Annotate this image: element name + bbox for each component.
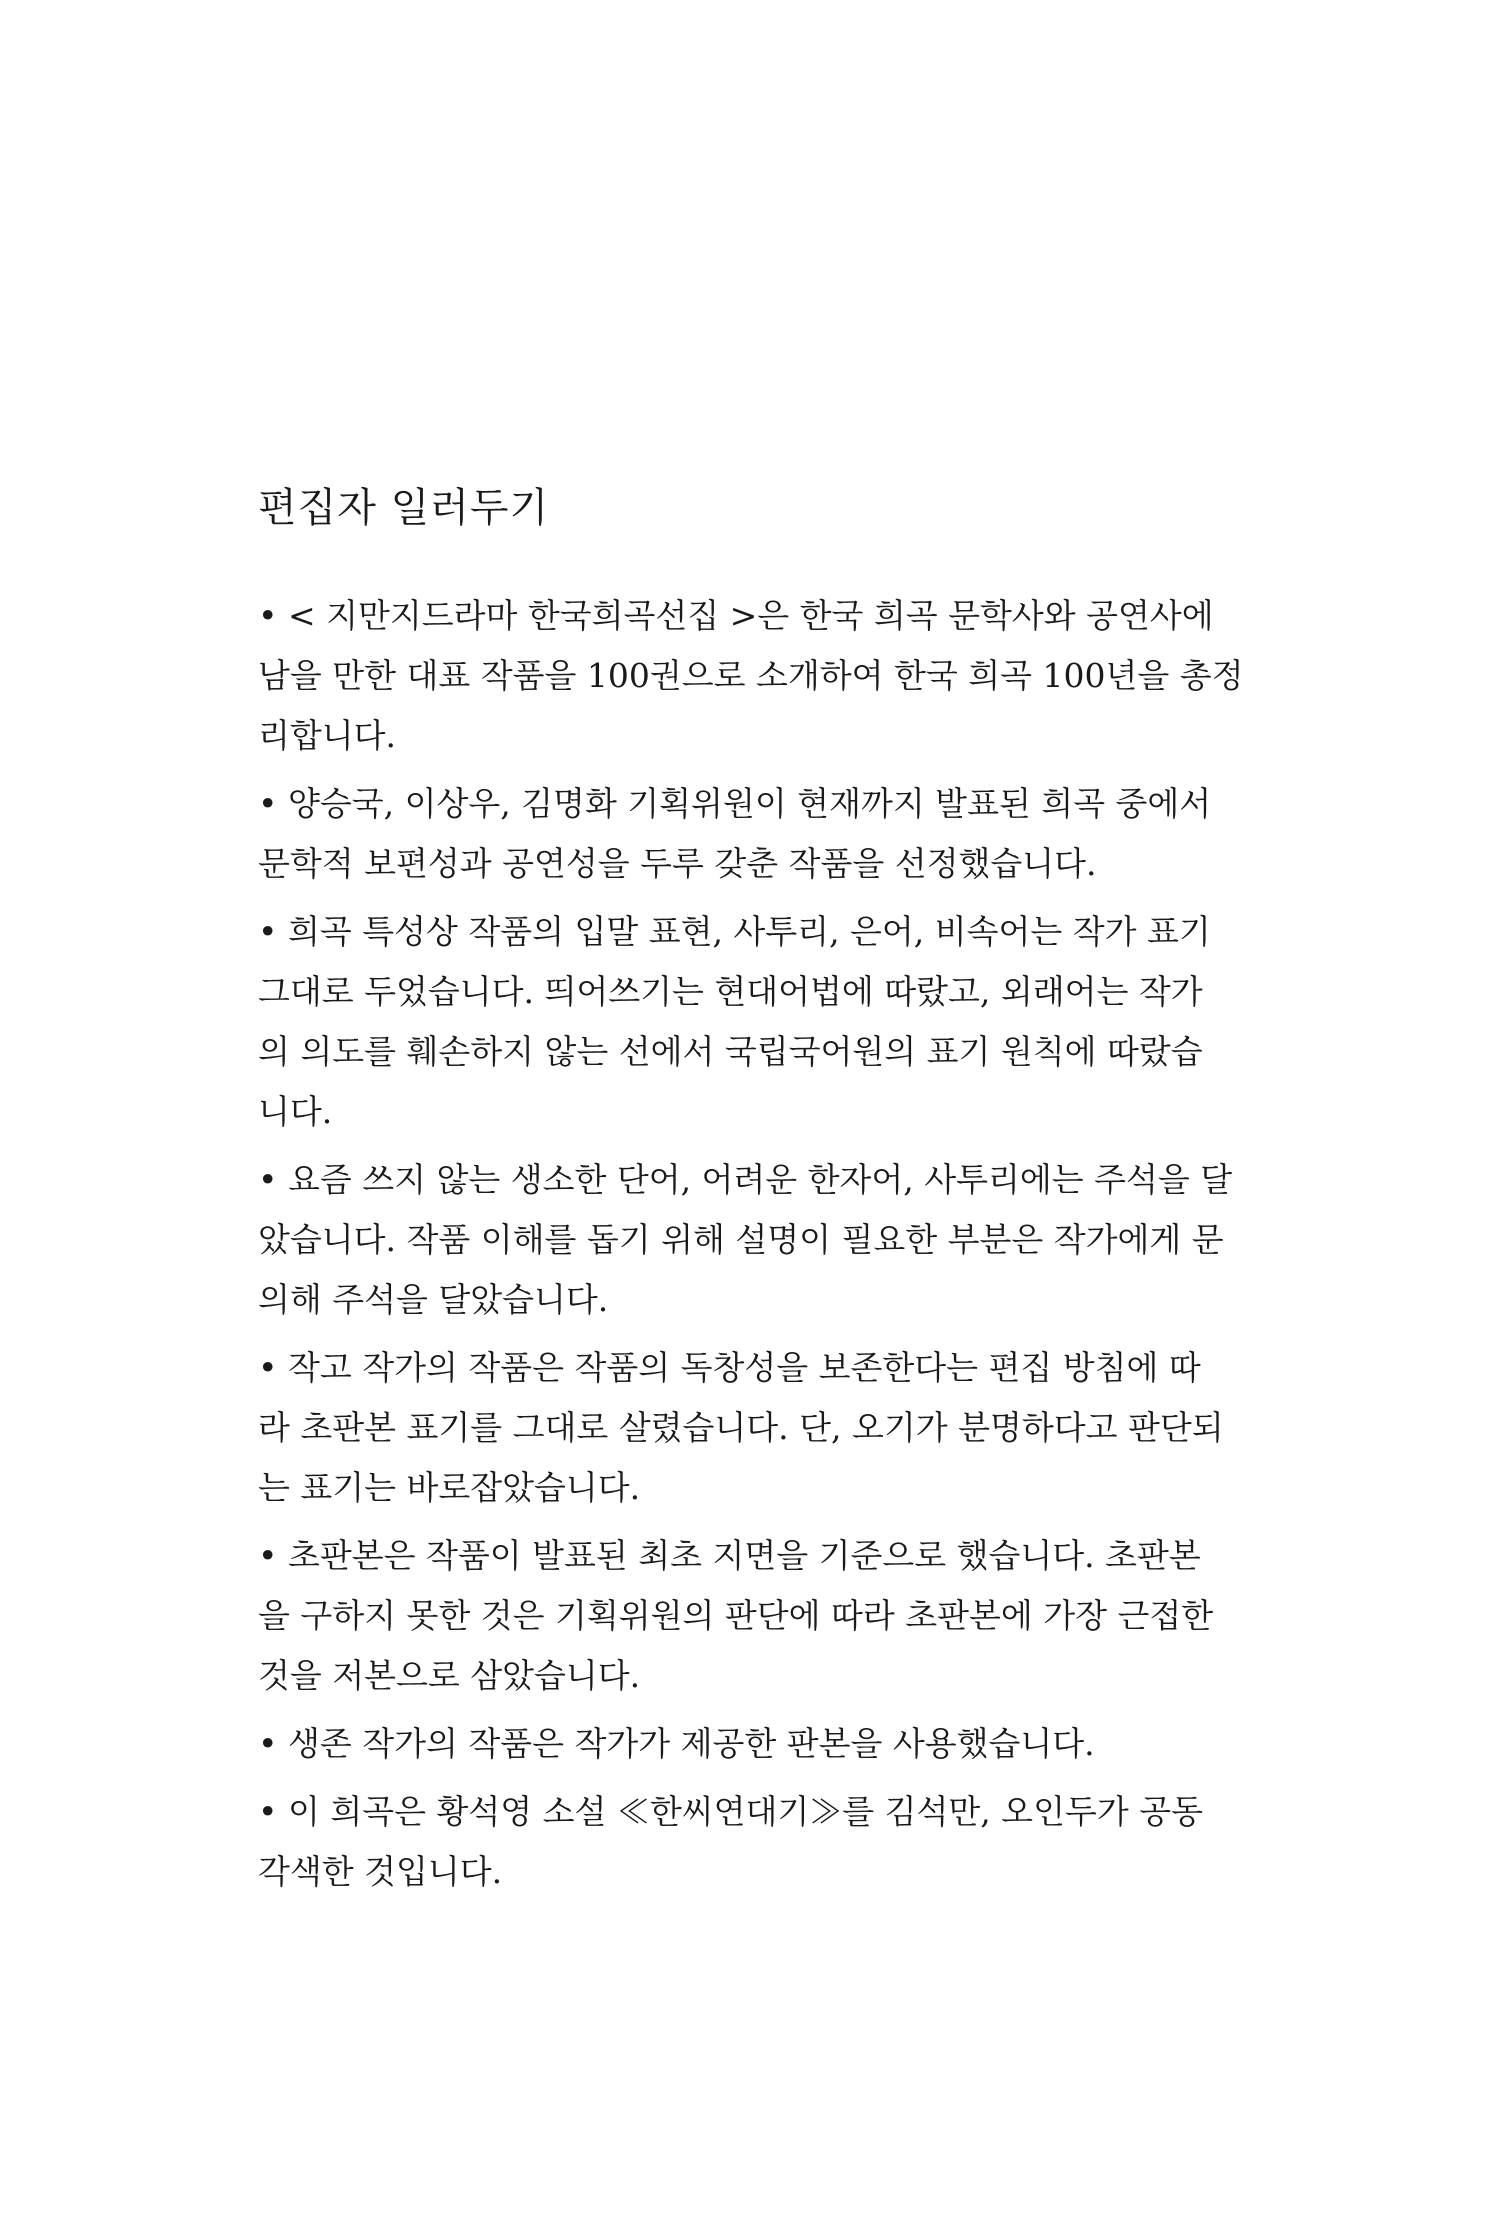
note-line: 니다. <box>258 1092 333 1131</box>
note-line: 의해 주석을 달았습니다. <box>258 1280 609 1319</box>
note-line: 것을 저본으로 삼았습니다. <box>258 1656 641 1695</box>
note-item <box>258 586 1244 766</box>
note-line: 문학적 보편성과 공연성을 두루 갖춘 작품을 선정했습니다. <box>258 844 1097 883</box>
note-item <box>258 902 1211 1142</box>
page-title: 편집자 일러두기 <box>258 485 550 531</box>
note-line: • 양승국, 이상우, 김명화 기획위원이 현재까지 발표된 희곡 중에서 <box>258 784 1212 823</box>
note-line: 남을 만한 대표 작품을 100권으로 소개하여 한국 희곡 100년을 총정 <box>258 656 1244 695</box>
note-item <box>258 1338 1224 1518</box>
editor-notes-list <box>258 586 1244 1910</box>
note-line: • < 지만지드라마 한국희곡선집 >은 한국 희곡 문학사와 공연사에 <box>258 596 1214 635</box>
note-line: 을 구하지 못한 것은 기획위원의 판단에 따라 초판본에 가장 근접한 <box>258 1596 1214 1635</box>
note-line: • 작고 작가의 작품은 작품의 독창성을 보존한다는 편집 방침에 따 <box>258 1348 1201 1387</box>
note-item <box>258 1782 1203 1902</box>
note-line: 각색한 것입니다. <box>258 1852 503 1891</box>
note-line: • 요즘 쓰지 않는 생소한 단어, 어려운 한자어, 사투리에는 주석을 달 <box>258 1160 1233 1199</box>
note-line: 았습니다. 작품 이해를 돕기 위해 설명이 필요한 부분은 작가에게 문 <box>258 1220 1224 1259</box>
note-item <box>258 1526 1214 1706</box>
note-line: 는 표기는 바로잡았습니다. <box>258 1468 641 1507</box>
note-line: • 생존 작가의 작품은 작가가 제공한 판본을 사용했습니다. <box>258 1724 1095 1763</box>
note-item <box>258 1150 1233 1330</box>
note-item <box>258 1714 1198 1774</box>
note-line: 의 의도를 훼손하지 않는 선에서 국립국어원의 표기 원칙에 따랐습 <box>258 1032 1203 1071</box>
note-line: • 초판본은 작품이 발표된 최초 지면을 기준으로 했습니다. 초판본 <box>258 1536 1201 1575</box>
note-line: 그대로 두었습니다. 띄어쓰기는 현대어법에 따랐고, 외래어는 작가 <box>258 972 1203 1011</box>
note-line: 라 초판본 표기를 그대로 살렸습니다. 단, 오기가 분명하다고 판단되 <box>258 1408 1224 1447</box>
note-line: 리합니다. <box>258 716 397 755</box>
note-line: • 이 희곡은 황석영 소설 ≪한씨연대기≫를 김석만, 오인두가 공동 <box>258 1792 1203 1831</box>
note-line: • 희곡 특성상 작품의 입말 표현, 사투리, 은어, 비속어는 작가 표기 <box>258 912 1211 951</box>
note-item <box>258 774 1212 894</box>
